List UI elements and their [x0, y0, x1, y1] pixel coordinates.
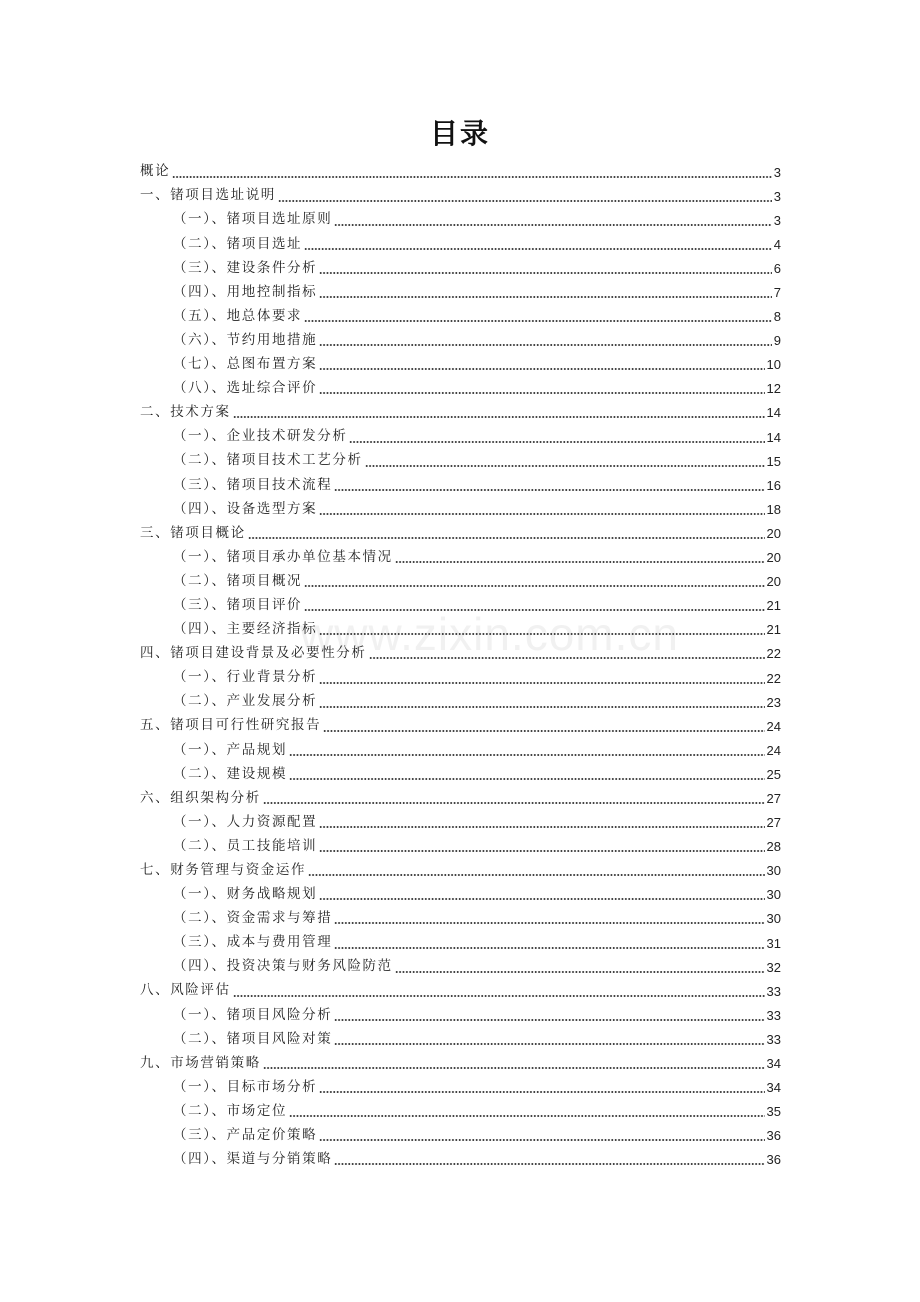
toc-entry[interactable] — [140, 570, 781, 594]
toc-entry-label: （七）、总图布置方案 — [173, 356, 318, 373]
toc-entry-page-number: 3 — [773, 164, 781, 180]
toc-dot-leader — [319, 633, 764, 635]
toc-dot-leader — [334, 1043, 764, 1045]
toc-dot-leader — [263, 802, 765, 804]
toc-entry-page-number: 25 — [766, 766, 781, 782]
toc-entry[interactable] — [140, 762, 781, 786]
toc-entry-page-number: 22 — [766, 646, 781, 662]
toc-entry-label: （二）、市场定位 — [173, 1102, 288, 1119]
toc-entry-page-number: 18 — [766, 501, 781, 517]
toc-entry-page-number: 36 — [766, 1128, 781, 1144]
toc-entry-label: （二）、锗项目技术工艺分析 — [173, 452, 363, 469]
toc-dot-leader — [319, 826, 764, 828]
toc-entry-page-number: 32 — [766, 959, 781, 975]
toc-entry-label: 六、组织架构分析 — [140, 789, 261, 806]
toc-entry-page-number: 33 — [766, 1007, 781, 1023]
toc-entry[interactable] — [140, 811, 781, 835]
toc-dot-leader — [248, 537, 765, 539]
toc-entry-label: 五、锗项目可行性研究报告 — [140, 717, 322, 734]
toc-entry-label: （三）、锗项目技术流程 — [173, 476, 333, 493]
toc-entry[interactable] — [140, 1076, 781, 1100]
toc-entry-page-number: 8 — [773, 309, 781, 325]
toc-entry-label: （二）、锗项目概况 — [173, 572, 303, 589]
toc-dot-leader — [319, 368, 764, 370]
toc-dot-leader — [233, 995, 765, 997]
page-title: 目录 — [429, 117, 490, 150]
toc-entry-page-number: 6 — [773, 260, 781, 276]
toc-entry-page-number: 23 — [766, 694, 781, 710]
toc-entry-label: （三）、锗项目评价 — [173, 596, 303, 613]
toc-dot-leader — [323, 730, 764, 732]
toc-entry-label: （三）、产品定价策略 — [173, 1127, 318, 1144]
toc-entry-page-number: 20 — [766, 574, 781, 590]
toc-entry[interactable] — [140, 666, 781, 690]
toc-dot-leader — [278, 200, 772, 202]
toc-entry[interactable] — [140, 160, 781, 184]
toc-entry-label: 一、锗项目选址说明 — [140, 187, 276, 204]
toc-entry-page-number: 3 — [773, 188, 781, 204]
toc-entry-page-number: 27 — [766, 815, 781, 831]
toc-entry-page-number: 21 — [766, 598, 781, 614]
toc-entry-page-number: 33 — [766, 983, 781, 999]
toc-entry[interactable] — [140, 642, 781, 666]
toc-dot-leader — [319, 898, 764, 900]
toc-entry[interactable] — [140, 738, 781, 762]
toc-entry[interactable] — [140, 714, 781, 738]
toc-entry[interactable] — [140, 931, 781, 955]
toc-dot-leader — [289, 1115, 764, 1117]
toc-entry-page-number: 30 — [766, 911, 781, 927]
toc-dot-leader — [308, 874, 764, 876]
toc-dot-leader — [319, 1139, 764, 1141]
toc-entry[interactable] — [140, 1100, 781, 1124]
toc-dot-leader — [319, 513, 764, 515]
toc-entry-label: （二）、员工技能培训 — [173, 837, 318, 854]
toc-entry[interactable] — [140, 184, 781, 208]
toc-entry-label: （二）、锗项目选址 — [173, 235, 303, 252]
toc-dot-leader — [319, 682, 764, 684]
toc-dot-leader — [172, 176, 772, 178]
toc-dot-leader — [349, 441, 764, 443]
toc-entry[interactable] — [140, 1148, 781, 1172]
toc-entry[interactable] — [140, 377, 781, 401]
toc-entry[interactable] — [140, 497, 781, 521]
toc-entry-page-number: 31 — [766, 935, 781, 951]
toc-entry-label: （三）、建设条件分析 — [173, 259, 318, 276]
toc-entry-label: （四）、渠道与分销策略 — [173, 1151, 333, 1168]
toc-entry[interactable] — [140, 907, 781, 931]
toc-entry-page-number: 35 — [766, 1104, 781, 1120]
toc-entry[interactable] — [140, 1027, 781, 1051]
toc-dot-leader — [334, 947, 764, 949]
toc-entry-label: （一）、锗项目风险分析 — [173, 1006, 333, 1023]
toc-entry-label: 概论 — [140, 163, 171, 180]
toc-dot-leader — [395, 561, 765, 563]
toc-entry[interactable] — [140, 618, 781, 642]
toc-entry-label: （一）、目标市场分析 — [173, 1078, 318, 1095]
toc-dot-leader — [365, 465, 765, 467]
toc-entry-page-number: 15 — [766, 453, 781, 469]
toc-entry-page-number: 14 — [766, 429, 781, 445]
toc-dot-leader — [233, 416, 765, 418]
toc-dot-leader — [319, 706, 764, 708]
toc-entry[interactable] — [140, 546, 781, 570]
toc-entry-page-number: 30 — [766, 863, 781, 879]
toc-dot-leader — [334, 1163, 764, 1165]
toc-entry-page-number: 16 — [766, 477, 781, 493]
toc-entry-label: （四）、设备选型方案 — [173, 500, 318, 517]
toc-entry-page-number: 3 — [773, 212, 781, 228]
toc-entry-label: （一）、锗项目承办单位基本情况 — [173, 548, 393, 565]
toc-dot-leader — [319, 392, 764, 394]
toc-entry-label: （四）、投资决策与财务风险防范 — [173, 958, 393, 975]
toc-entry[interactable] — [140, 449, 781, 473]
toc-entry-label: （二）、锗项目风险对策 — [173, 1030, 333, 1047]
toc-entry-page-number: 34 — [766, 1056, 781, 1072]
toc-entry[interactable] — [140, 280, 781, 304]
toc-dot-leader — [369, 657, 765, 659]
toc-dot-leader — [334, 489, 764, 491]
toc-entry-label: （五）、地总体要求 — [173, 307, 303, 324]
toc-entry[interactable] — [140, 401, 781, 425]
toc-entry-label: 七、财务管理与资金运作 — [140, 862, 307, 879]
toc-entry[interactable] — [140, 859, 781, 883]
toc-dot-leader — [304, 609, 764, 611]
toc-entry-label: 二、技术方案 — [140, 404, 231, 421]
toc-entry[interactable] — [140, 329, 781, 353]
toc-entry[interactable] — [140, 883, 781, 907]
toc-entry[interactable] — [140, 690, 781, 714]
toc-entry-page-number: 27 — [766, 790, 781, 806]
toc-entry-page-number: 28 — [766, 839, 781, 855]
toc-entry[interactable] — [140, 786, 781, 810]
toc-entry-label: （四）、主要经济指标 — [173, 621, 318, 638]
toc-entry-page-number: 33 — [766, 1031, 781, 1047]
toc-entry-label: （一）、锗项目选址原则 — [173, 211, 333, 228]
toc-entry-label: 九、市场营销策略 — [140, 1054, 261, 1071]
toc-dot-leader — [319, 272, 772, 274]
toc-entry[interactable] — [140, 353, 781, 377]
toc-entry[interactable] — [140, 521, 781, 545]
toc-entry-page-number: 24 — [766, 718, 781, 734]
toc-dot-leader — [289, 778, 764, 780]
toc-dot-leader — [334, 922, 764, 924]
toc-entry-label: （一）、财务战略规划 — [173, 886, 318, 903]
toc-dot-leader — [319, 296, 772, 298]
toc-entry-page-number: 7 — [773, 285, 781, 301]
toc-entry-page-number: 20 — [766, 525, 781, 541]
toc-entry-label: （六）、节约用地措施 — [173, 331, 318, 348]
toc-entry-page-number: 30 — [766, 887, 781, 903]
toc-entry-label: 三、锗项目概论 — [140, 524, 246, 541]
toc-entry-label: （二）、建设规模 — [173, 765, 288, 782]
toc-entry-page-number: 10 — [766, 357, 781, 373]
toc-entry-label: （一）、人力资源配置 — [173, 813, 318, 830]
toc-entry-page-number: 34 — [766, 1080, 781, 1096]
toc-entry-page-number: 20 — [766, 550, 781, 566]
toc-entry[interactable] — [140, 955, 781, 979]
toc-entry[interactable] — [140, 1003, 781, 1027]
toc-entry[interactable] — [140, 1051, 781, 1075]
toc-entry-label: 四、锗项目建设背景及必要性分析 — [140, 645, 367, 662]
toc-entry-label: 八、风险评估 — [140, 982, 231, 999]
toc-entry-label: （四）、用地控制指标 — [173, 283, 318, 300]
toc-dot-leader — [304, 248, 772, 250]
toc-entry[interactable] — [140, 1124, 781, 1148]
toc-entry-label: （八）、选址综合评价 — [173, 380, 318, 397]
toc-entry[interactable] — [140, 232, 781, 256]
toc-dot-leader — [319, 850, 764, 852]
toc-dot-leader — [395, 971, 765, 973]
toc-entry-page-number: 14 — [766, 405, 781, 421]
toc-entry[interactable] — [140, 835, 781, 859]
toc-entry-page-number: 9 — [773, 333, 781, 349]
toc-dot-leader — [319, 344, 772, 346]
toc-entry[interactable] — [140, 425, 781, 449]
toc-entry-label: （二）、资金需求与筹措 — [173, 910, 333, 927]
toc-entry-page-number: 36 — [766, 1152, 781, 1168]
toc-dot-leader — [289, 754, 764, 756]
toc-entry-label: （一）、产品规划 — [173, 741, 288, 758]
toc-entry-page-number: 21 — [766, 622, 781, 638]
toc-entry-page-number: 22 — [766, 670, 781, 686]
table-of-contents — [140, 160, 781, 1172]
toc-dot-leader — [304, 585, 764, 587]
toc-entry[interactable] — [140, 208, 781, 232]
toc-entry[interactable] — [140, 473, 781, 497]
toc-entry[interactable] — [140, 305, 781, 329]
toc-entry-page-number: 12 — [766, 381, 781, 397]
toc-entry[interactable] — [140, 256, 781, 280]
toc-entry-label: （一）、行业背景分析 — [173, 669, 318, 686]
toc-entry[interactable] — [140, 979, 781, 1003]
toc-dot-leader — [304, 320, 772, 322]
toc-entry-label: （三）、成本与费用管理 — [173, 934, 333, 951]
toc-dot-leader — [263, 1067, 765, 1069]
toc-dot-leader — [334, 1019, 764, 1021]
toc-dot-leader — [334, 224, 771, 226]
toc-entry-page-number: 24 — [766, 742, 781, 758]
watermark: www.zixin.com.cn — [300, 608, 679, 660]
toc-entry-label: （一）、企业技术研发分析 — [173, 428, 348, 445]
toc-entry-page-number: 4 — [773, 236, 781, 252]
toc-entry[interactable] — [140, 594, 781, 618]
toc-dot-leader — [319, 1091, 764, 1093]
toc-entry-label: （二）、产业发展分析 — [173, 693, 318, 710]
